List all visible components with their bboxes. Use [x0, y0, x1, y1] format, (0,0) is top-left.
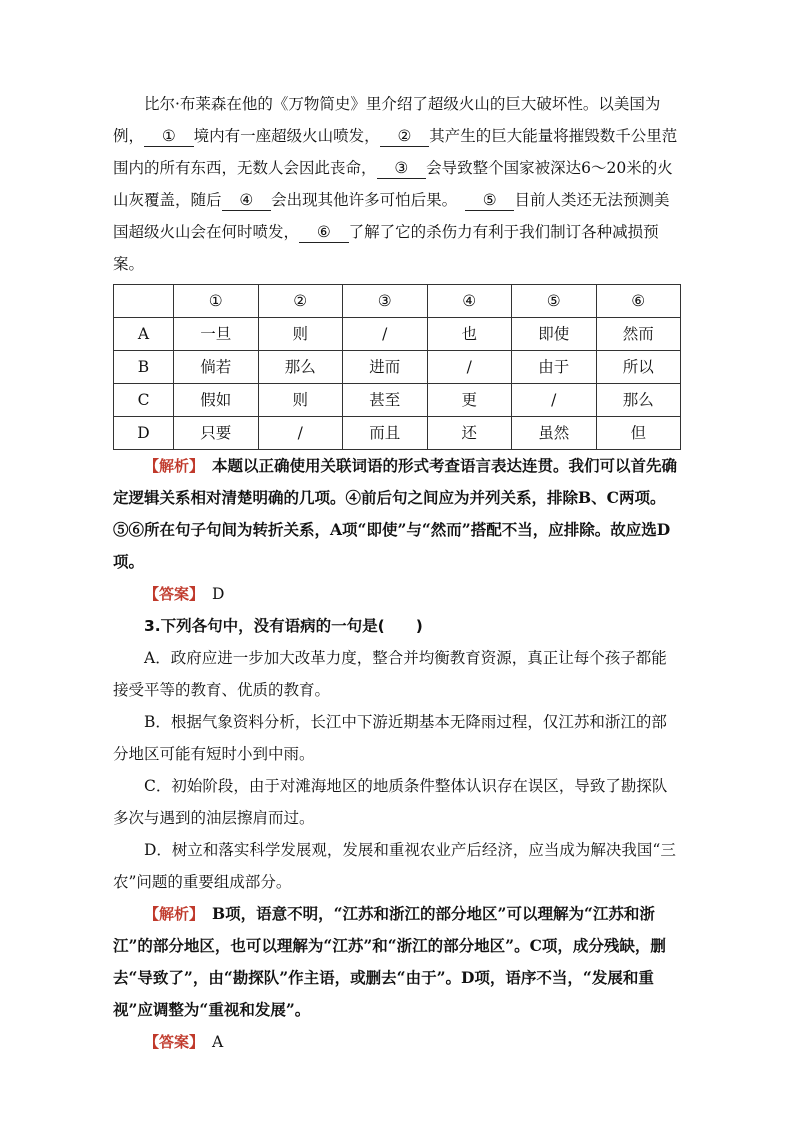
table-row	[114, 417, 681, 450]
option-a: A．政府应进一步加大改革力度，整合并均衡教育资源，真正让每个孩子都能接受平等的教育、优质的教育。	[113, 649, 667, 699]
table-cell: 由于	[512, 351, 597, 384]
table-cell: 虽然	[512, 417, 597, 450]
passage-text: 会出现其他许多可怕后果。	[271, 191, 450, 209]
table-cell: 而且	[343, 417, 428, 450]
answer-tag: 【答案】	[144, 585, 197, 603]
table-cell: 那么	[596, 384, 681, 417]
blank-6: ⑥	[299, 222, 349, 243]
analysis-text: 本题以正确使用关联词语的形式考查语言表达连贯。我们可以首先确定逻辑关系相对清楚明确的几项。④前后句之间应为并列关系，排除B、C两项。⑤⑥所在句子句间为转折关系，A项“即使”与“然而”搭配不当，应排除。故应选D项。	[113, 456, 678, 571]
table-cell: ①	[174, 285, 259, 318]
table-cell: 也	[427, 318, 512, 351]
table-cell: D	[114, 417, 174, 450]
table-header-row	[114, 285, 681, 318]
table-row	[114, 351, 681, 384]
blank-4: ④	[222, 190, 272, 211]
table-cell: 甚至	[343, 384, 428, 417]
passage-text: 境内有一座超级火山喷发，	[193, 127, 380, 145]
answer-value: A	[212, 1033, 224, 1051]
passage-text: 会导致整个国家被深达6～20米的火山灰覆盖，随后	[113, 159, 673, 209]
passage-text: 目前人类还无法预测美国超级火山会在何时喷发，	[113, 191, 670, 241]
table-cell: /	[512, 384, 597, 417]
answer-paragraph	[113, 1026, 681, 1058]
analysis-tag: 【解析】	[144, 905, 197, 923]
table-cell: 还	[427, 417, 512, 450]
table-cell: ⑥	[596, 285, 681, 318]
table-cell: 那么	[258, 351, 343, 384]
table-cell: C	[114, 384, 174, 417]
option-b: B．根据气象资料分析，长江中下游近期基本无降雨过程，仅江苏和浙江的部分地区可能有短时小到中雨。	[113, 713, 667, 763]
blank-3: ③	[377, 158, 427, 179]
table-cell: B	[114, 351, 174, 384]
options-table	[113, 284, 681, 450]
table-cell: 但	[596, 417, 681, 450]
option-d: D．树立和落实科学发展观，发展和重视农业产后经济，应当成为解决我国“三农”问题的重要组成部分。	[113, 841, 676, 891]
table-cell: 则	[258, 318, 343, 351]
table-cell: /	[258, 417, 343, 450]
blank-1: ①	[144, 126, 194, 147]
question-stem-text: 3.下列各句中，没有语病的一句是( )	[144, 617, 423, 635]
table-cell: 倘若	[174, 351, 259, 384]
table-cell: ④	[427, 285, 512, 318]
table-cell: 所以	[596, 351, 681, 384]
table-cell: 然而	[596, 318, 681, 351]
passage-paragraph	[113, 88, 681, 280]
table-cell: /	[343, 318, 428, 351]
analysis-tag: 【解析】	[144, 457, 197, 475]
table-row	[114, 384, 681, 417]
table-cell: 一旦	[174, 318, 259, 351]
analysis-paragraph	[113, 898, 681, 1026]
answer-value: D	[212, 585, 225, 603]
passage-text: 其产生的巨大能量将摧毁数千公里范围内的所有东西，无数人会因此丧命，	[113, 127, 678, 177]
option-c: C．初始阶段，由于对滩海地区的地质条件整体认识存在误区，导致了勘探队多次与遇到的油层擦肩而过。	[113, 777, 668, 827]
blank-5: ⑤	[465, 190, 515, 211]
table-cell: /	[427, 351, 512, 384]
blank-2: ②	[380, 126, 430, 147]
table-cell	[114, 285, 174, 318]
table-cell: ②	[258, 285, 343, 318]
table-cell: 则	[258, 384, 343, 417]
table-cell: 只要	[174, 417, 259, 450]
answer-paragraph	[113, 578, 681, 610]
passage-text: 了解了它的杀伤力有利于我们制订各种减损预案。	[113, 223, 659, 273]
table-cell: 进而	[343, 351, 428, 384]
table-cell: 即使	[512, 318, 597, 351]
table-cell: ⑤	[512, 285, 597, 318]
table-row	[114, 318, 681, 351]
analysis-paragraph	[113, 450, 681, 578]
table-cell: A	[114, 318, 174, 351]
passage-text: 比尔·布莱森在他的《万物简史》里介绍了超级火山的巨大破坏性。以美国为例，	[113, 95, 661, 145]
document-content	[113, 88, 681, 1058]
question-stem	[113, 610, 681, 642]
table-cell: 更	[427, 384, 512, 417]
analysis-text: B项，语意不明，“江苏和浙江的部分地区”可以理解为“江苏和浙江”的部分地区，也可以理解为“江苏”和“浙江的部分地区”。C项，成分残缺，删去“导致了”，由“勘探队”作主语，或删去“由于”。D项，语序不当，“发展和重视”应调整为“重视和发展”。	[113, 904, 666, 1019]
table-cell: 假如	[174, 384, 259, 417]
answer-tag: 【答案】	[144, 1033, 197, 1051]
table-cell: ③	[343, 285, 428, 318]
